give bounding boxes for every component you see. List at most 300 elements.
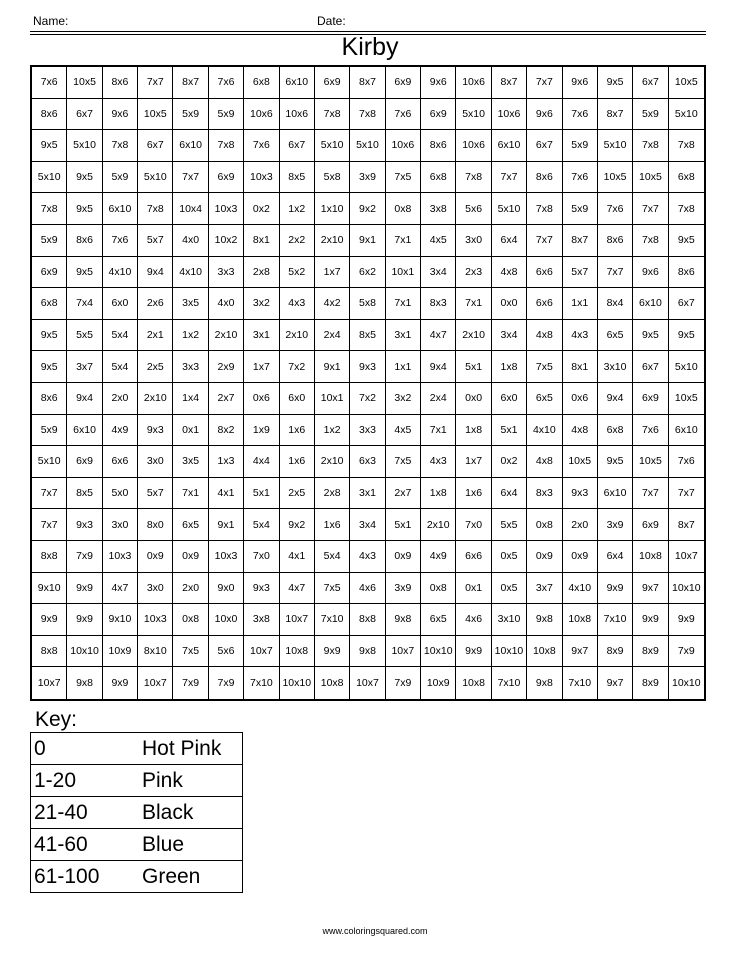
grid-cell: 10x7: [669, 541, 704, 573]
grid-cell: 2x9: [209, 351, 244, 383]
grid-cell: 2x10: [280, 320, 315, 352]
grid-cell: 10x3: [244, 162, 279, 194]
grid-cell: 8x1: [563, 351, 598, 383]
grid-cell: 6x6: [527, 288, 562, 320]
grid-cell: 8x3: [527, 478, 562, 510]
grid-cell: 7x9: [386, 667, 421, 699]
grid-cell: 2x4: [421, 383, 456, 415]
grid-cell: 2x5: [138, 351, 173, 383]
grid-cell: 7x7: [138, 67, 173, 99]
grid-cell: 7x6: [563, 162, 598, 194]
grid-cell: 5x9: [32, 415, 67, 447]
key-range: 1-20: [31, 765, 143, 797]
grid-cell: 7x6: [244, 130, 279, 162]
grid-cell: 10x5: [633, 446, 668, 478]
grid-cell: 8x6: [103, 67, 138, 99]
footer-url: www.coloringsquared.com: [322, 926, 428, 936]
grid-cell: 3x3: [209, 257, 244, 289]
grid-cell: 2x7: [209, 383, 244, 415]
grid-cell: 7x6: [386, 99, 421, 131]
grid-cell: 7x1: [456, 288, 491, 320]
grid-cell: 4x3: [563, 320, 598, 352]
grid-cell: 5x7: [138, 225, 173, 257]
grid-cell: 5x2: [280, 257, 315, 289]
grid-cell: 2x10: [138, 383, 173, 415]
grid-cell: 3x8: [244, 604, 279, 636]
key-color: Blue: [142, 829, 243, 861]
grid-cell: 9x5: [32, 130, 67, 162]
grid-cell: 3x1: [386, 320, 421, 352]
grid-cell: 4x6: [456, 604, 491, 636]
key-range: 61-100: [31, 861, 143, 893]
grid-cell: 10x7: [32, 667, 67, 699]
grid-cell: 10x6: [456, 130, 491, 162]
grid-cell: 3x3: [350, 415, 385, 447]
grid-cell: 7x6: [32, 67, 67, 99]
grid-cell: 1x6: [315, 509, 350, 541]
grid-cell: 8x8: [350, 604, 385, 636]
grid-cell: 10x0: [209, 604, 244, 636]
grid-cell: 4x8: [563, 415, 598, 447]
grid-cell: 2x6: [138, 288, 173, 320]
grid-cell: 10x9: [103, 636, 138, 668]
grid-cell: 5x4: [244, 509, 279, 541]
grid-cell: 3x4: [421, 257, 456, 289]
grid-cell: 0x8: [421, 573, 456, 605]
grid-cell: 10x3: [209, 193, 244, 225]
grid-cell: 10x5: [669, 383, 704, 415]
grid-cell: 8x7: [563, 225, 598, 257]
grid-cell: 8x7: [173, 67, 208, 99]
grid-cell: 0x8: [386, 193, 421, 225]
grid-cell: 4x0: [173, 225, 208, 257]
grid-cell: 2x2: [280, 225, 315, 257]
grid-cell: 0x9: [138, 541, 173, 573]
grid-cell: 9x5: [32, 320, 67, 352]
grid-cell: 9x3: [138, 415, 173, 447]
grid-cell: 7x1: [173, 478, 208, 510]
grid-cell: 9x9: [633, 604, 668, 636]
grid-cell: 10x7: [350, 667, 385, 699]
grid-cell: 6x8: [421, 162, 456, 194]
grid-cell: 4x10: [527, 415, 562, 447]
grid-cell: 7x6: [633, 415, 668, 447]
grid-cell: 5x10: [350, 130, 385, 162]
grid-cell: 3x1: [350, 478, 385, 510]
grid-cell: 1x4: [173, 383, 208, 415]
grid-cell: 5x10: [669, 99, 704, 131]
grid-cell: 7x7: [598, 257, 633, 289]
grid-cell: 7x0: [244, 541, 279, 573]
grid-cell: 7x1: [386, 225, 421, 257]
grid-cell: 0x8: [173, 604, 208, 636]
grid-cell: 0x5: [492, 541, 527, 573]
grid-cell: 6x7: [527, 130, 562, 162]
grid-cell: 7x5: [386, 446, 421, 478]
grid-cell: 10x5: [67, 67, 102, 99]
grid-cell: 5x10: [669, 351, 704, 383]
grid-cell: 6x9: [209, 162, 244, 194]
grid-cell: 6x8: [32, 288, 67, 320]
grid-cell: 4x0: [209, 288, 244, 320]
grid-cell: 8x7: [350, 67, 385, 99]
grid-cell: 0x5: [492, 573, 527, 605]
grid-cell: 0x0: [456, 383, 491, 415]
grid-cell: 10x4: [173, 193, 208, 225]
key-row: [31, 797, 243, 829]
grid-cell: 9x6: [527, 99, 562, 131]
grid-cell: 2x10: [456, 320, 491, 352]
grid-cell: 10x6: [280, 99, 315, 131]
grid-cell: 10x9: [421, 667, 456, 699]
grid-cell: 6x8: [598, 415, 633, 447]
grid-cell: 3x7: [527, 573, 562, 605]
grid-cell: 10x5: [563, 446, 598, 478]
grid-cell: 9x8: [386, 604, 421, 636]
grid-cell: 3x5: [173, 446, 208, 478]
grid-cell: 7x6: [669, 446, 704, 478]
grid-cell: 4x5: [386, 415, 421, 447]
grid-cell: 6x7: [138, 130, 173, 162]
grid-cell: 9x10: [32, 573, 67, 605]
grid-cell: 9x2: [350, 193, 385, 225]
grid-cell: 3x5: [173, 288, 208, 320]
grid-cell: 7x10: [315, 604, 350, 636]
grid-cell: 9x9: [32, 604, 67, 636]
key-color: Pink: [142, 765, 243, 797]
grid-cell: 2x1: [138, 320, 173, 352]
grid-cell: 8x9: [633, 667, 668, 699]
grid-cell: 10x3: [138, 604, 173, 636]
grid-cell: 5x9: [633, 99, 668, 131]
grid-cell: 7x8: [633, 225, 668, 257]
grid-cell: 5x9: [173, 99, 208, 131]
grid-cell: 5x6: [209, 636, 244, 668]
grid-cell: 5x9: [32, 225, 67, 257]
grid-cell: 6x2: [350, 257, 385, 289]
grid-cell: 10x2: [209, 225, 244, 257]
grid-cell: 1x8: [456, 415, 491, 447]
grid-cell: 0x1: [456, 573, 491, 605]
key-color: Green: [142, 861, 243, 893]
grid-cell: 7x7: [32, 509, 67, 541]
grid-cell: 1x2: [315, 415, 350, 447]
grid-cell: 9x4: [67, 383, 102, 415]
grid-cell: 0x6: [244, 383, 279, 415]
grid-cell: 4x8: [492, 257, 527, 289]
grid-cell: 5x10: [492, 193, 527, 225]
grid-cell: 4x8: [527, 320, 562, 352]
key-range: 0: [31, 733, 143, 765]
grid-cell: 6x10: [173, 130, 208, 162]
grid-cell: 4x6: [350, 573, 385, 605]
page-title: Kirby: [341, 33, 399, 61]
grid-cell: 5x10: [32, 446, 67, 478]
grid-cell: 5x9: [563, 130, 598, 162]
grid-cell: 9x7: [563, 636, 598, 668]
grid-cell: 5x1: [492, 415, 527, 447]
grid-cell: 1x8: [492, 351, 527, 383]
grid-cell: 1x1: [386, 351, 421, 383]
grid-cell: 5x6: [456, 193, 491, 225]
grid-cell: 7x9: [67, 541, 102, 573]
grid-cell: 9x5: [67, 193, 102, 225]
grid-cell: 10x8: [563, 604, 598, 636]
grid-cell: 8x7: [492, 67, 527, 99]
grid-cell: 9x7: [633, 573, 668, 605]
grid-cell: 9x3: [244, 573, 279, 605]
grid-cell: 6x7: [280, 130, 315, 162]
grid-cell: 10x5: [669, 67, 704, 99]
grid-cell: 6x10: [633, 288, 668, 320]
grid-cell: 7x8: [209, 130, 244, 162]
grid-cell: 7x8: [138, 193, 173, 225]
grid-cell: 6x10: [280, 67, 315, 99]
grid-cell: 3x1: [244, 320, 279, 352]
grid-cell: 9x5: [67, 257, 102, 289]
grid-cell: 1x2: [280, 193, 315, 225]
grid-cell: 9x5: [598, 67, 633, 99]
grid-cell: 10x10: [672, 677, 701, 690]
grid-cell: 6x6: [103, 446, 138, 478]
grid-cell: 9x3: [350, 351, 385, 383]
grid-cell: 0x9: [527, 541, 562, 573]
grid-cell: 7x7: [633, 193, 668, 225]
grid-cell: 9x9: [669, 604, 704, 636]
grid-cell: 10x6: [492, 99, 527, 131]
grid-cell: 7x2: [350, 383, 385, 415]
grid-cell: 10x7: [386, 636, 421, 668]
grid-cell: 3x10: [598, 351, 633, 383]
grid-cell: 6x0: [492, 383, 527, 415]
grid-cell: 7x7: [633, 478, 668, 510]
name-label: Name:: [33, 14, 69, 28]
grid-cell: 0x6: [563, 383, 598, 415]
grid-cell: 2x8: [244, 257, 279, 289]
grid-cell: 3x9: [350, 162, 385, 194]
grid-cell: 3x9: [598, 509, 633, 541]
grid-cell: 1x7: [456, 446, 491, 478]
grid-cell: 6x5: [173, 509, 208, 541]
grid-cell: 10x8: [315, 667, 350, 699]
grid-cell: 9x0: [209, 573, 244, 605]
grid-cell: 5x9: [103, 162, 138, 194]
grid-cell: 8x2: [209, 415, 244, 447]
grid-cell: 7x8: [669, 130, 704, 162]
grid-cell: 4x3: [421, 446, 456, 478]
grid-cell: 6x7: [633, 67, 668, 99]
grid-cell: 8x6: [527, 162, 562, 194]
grid-cell: 8x8: [32, 541, 67, 573]
grid-cell: 7x7: [669, 478, 704, 510]
grid-cell: 7x7: [32, 478, 67, 510]
grid-cell: 3x4: [492, 320, 527, 352]
grid-cell: 3x7: [67, 351, 102, 383]
grid-cell: 9x5: [67, 162, 102, 194]
grid-cell: 8x7: [669, 509, 704, 541]
grid-cell: 8x9: [598, 636, 633, 668]
grid-cell: 6x8: [244, 67, 279, 99]
grid-cell: 10x10: [492, 636, 527, 668]
key-row: [31, 861, 243, 893]
grid-cell: 9x5: [598, 446, 633, 478]
grid-cell: 7x8: [32, 193, 67, 225]
grid-cell: 2x10: [209, 320, 244, 352]
grid-cell: 0x2: [492, 446, 527, 478]
grid-cell: 5x8: [315, 162, 350, 194]
grid-cell: 6x5: [598, 320, 633, 352]
grid-cell: 5x1: [244, 478, 279, 510]
grid-cell: 10x6: [456, 67, 491, 99]
grid-cell: 2x8: [315, 478, 350, 510]
grid-cell: 4x10: [103, 257, 138, 289]
grid-cell: 6x4: [492, 478, 527, 510]
grid-cell: 6x6: [456, 541, 491, 573]
grid-cell: 7x0: [456, 509, 491, 541]
grid-cell: 5x1: [456, 351, 491, 383]
grid-cell: 4x1: [280, 541, 315, 573]
grid-cell: 0x2: [244, 193, 279, 225]
grid-cell: 5x10: [598, 130, 633, 162]
grid-cell: 1x9: [244, 415, 279, 447]
grid-cell: 9x3: [67, 509, 102, 541]
grid-cell: 10x1: [315, 383, 350, 415]
grid-cell: 7x6: [598, 193, 633, 225]
grid-cell: 9x5: [32, 351, 67, 383]
grid-cell: 8x6: [67, 225, 102, 257]
grid-cell: 10x8: [527, 636, 562, 668]
grid-cell: 10x3: [103, 541, 138, 573]
grid-cell: 1x10: [315, 193, 350, 225]
grid-cell: 4x9: [421, 541, 456, 573]
grid-cell: 7x5: [173, 636, 208, 668]
grid-cell: 9x1: [209, 509, 244, 541]
grid-cell: 6x10: [669, 415, 704, 447]
grid-cell: 4x3: [280, 288, 315, 320]
grid-cell: 1x6: [456, 478, 491, 510]
grid-cell: 5x10: [138, 162, 173, 194]
grid-cell: 5x10: [32, 162, 67, 194]
grid-cell: 8x6: [598, 225, 633, 257]
grid-cell: 9x4: [598, 383, 633, 415]
grid-cell: 0x9: [386, 541, 421, 573]
grid-cell: 5x9: [563, 193, 598, 225]
grid-cell: 5x10: [315, 130, 350, 162]
grid-cell: 7x8: [350, 99, 385, 131]
grid-cell: 6x0: [280, 383, 315, 415]
grid-cell: 8x5: [67, 478, 102, 510]
grid-cell: 10x6: [244, 99, 279, 131]
grid-cell: 7x9: [669, 636, 704, 668]
grid-cell: 7x1: [386, 288, 421, 320]
grid-cell: 8x8: [32, 636, 67, 668]
grid-cell: 6x9: [32, 257, 67, 289]
grid-cell: 7x7: [527, 67, 562, 99]
grid-cell: 1x6: [280, 446, 315, 478]
grid-cell: 4x5: [421, 225, 456, 257]
grid-cell: 3x8: [421, 193, 456, 225]
grid-cell: 9x10: [103, 604, 138, 636]
grid-cell: 9x6: [563, 67, 598, 99]
grid-cell: 9x5: [633, 320, 668, 352]
grid-cell: 8x4: [598, 288, 633, 320]
grid-cell: 2x5: [280, 478, 315, 510]
grid-cell: 6x8: [669, 162, 704, 194]
grid-cell: 4x10: [563, 573, 598, 605]
grid-cell: 2x10: [315, 225, 350, 257]
grid-cell: 6x7: [67, 99, 102, 131]
grid-cell: 10x7: [244, 636, 279, 668]
grid-cell: 1x6: [280, 415, 315, 447]
grid-cell: 7x7: [173, 162, 208, 194]
grid-cell: 10x5: [138, 99, 173, 131]
grid-cell: 10x10: [421, 636, 456, 668]
grid-cell: 7x10: [244, 667, 279, 699]
grid-cell: 7x1: [421, 415, 456, 447]
key-color: Hot Pink: [142, 733, 243, 765]
grid-cell: 7x5: [527, 351, 562, 383]
grid-cell: 4x3: [350, 541, 385, 573]
grid-cell: 2x10: [315, 446, 350, 478]
grid-cell: 9x9: [315, 636, 350, 668]
grid-cell: 3x3: [173, 351, 208, 383]
grid-cell: 3x2: [386, 383, 421, 415]
grid-cell: 7x6: [563, 99, 598, 131]
grid-cell: 6x9: [386, 67, 421, 99]
grid-cell: 2x0: [103, 383, 138, 415]
grid-cell: 1x2: [173, 320, 208, 352]
grid-cell: 6x9: [315, 67, 350, 99]
key-row: [31, 733, 243, 765]
grid-cell: 6x5: [527, 383, 562, 415]
grid-cell: 10x8: [633, 541, 668, 573]
grid-cell: 7x4: [67, 288, 102, 320]
grid-cell: 0x9: [173, 541, 208, 573]
grid-cell: 7x6: [209, 67, 244, 99]
grid-cell: 9x1: [350, 225, 385, 257]
grid-cell: 6x7: [669, 288, 704, 320]
grid-cell: 10x8: [280, 636, 315, 668]
grid-cell: 6x6: [527, 257, 562, 289]
grid-cell: 5x10: [67, 130, 102, 162]
key-range: 41-60: [31, 829, 143, 861]
grid-cell: 5x1: [386, 509, 421, 541]
grid-cell: 0x9: [563, 541, 598, 573]
grid-cell: 1x8: [421, 478, 456, 510]
grid-cell: 4x7: [280, 573, 315, 605]
grid-cell: 5x7: [563, 257, 598, 289]
grid-cell: 8x10: [138, 636, 173, 668]
grid-cell: 7x8: [527, 193, 562, 225]
grid-cell: 7x9: [209, 667, 244, 699]
key-title: Key:: [35, 708, 78, 731]
grid-cell: 9x5: [669, 225, 704, 257]
grid-cell: 8x9: [633, 636, 668, 668]
grid-cell: 1x3: [209, 446, 244, 478]
grid-cell: 7x8: [103, 130, 138, 162]
grid-cell: 9x8: [527, 667, 562, 699]
grid-cell: 6x10: [598, 478, 633, 510]
grid-cell: 9x8: [67, 667, 102, 699]
grid-cell: 4x7: [103, 573, 138, 605]
grid-cell: 7x5: [315, 573, 350, 605]
grid-cell: 7x10: [492, 667, 527, 699]
grid-cell: 9x3: [563, 478, 598, 510]
grid-cell: 9x6: [633, 257, 668, 289]
grid-cell: 6x9: [67, 446, 102, 478]
multiplication-grid: [30, 65, 706, 701]
grid-cell: 8x6: [32, 383, 67, 415]
